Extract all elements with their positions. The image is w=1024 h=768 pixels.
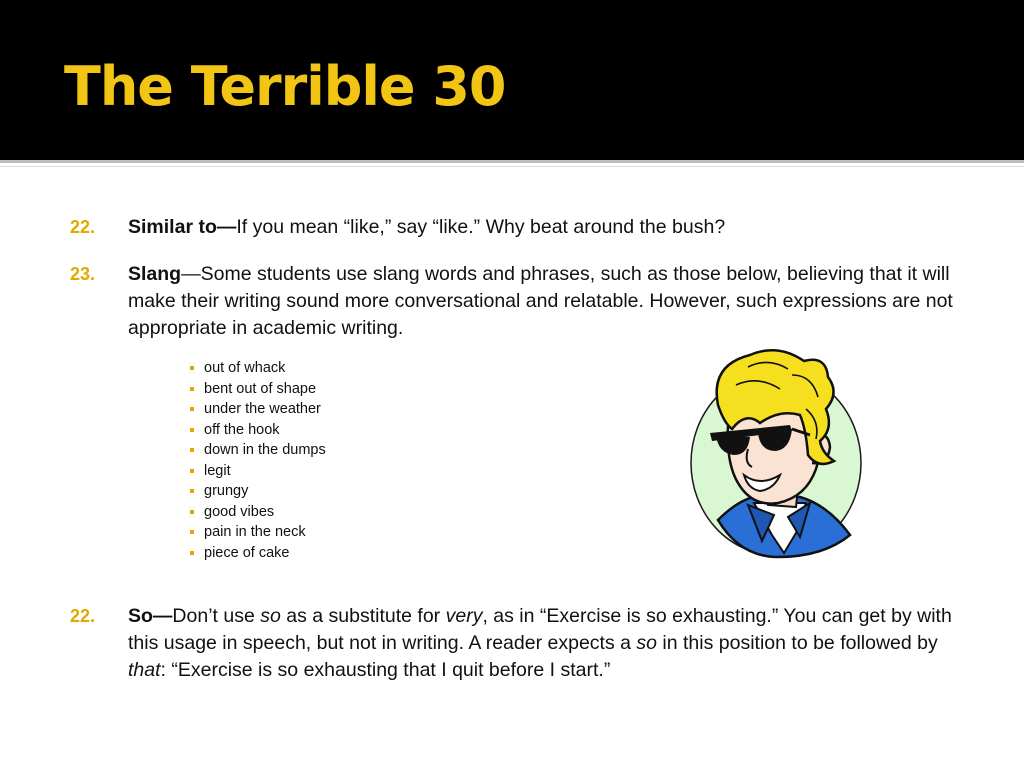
item-description: If you mean “like,” say “like.” Why beat around the bush? (236, 216, 726, 238)
slang-example: good vibes (190, 502, 326, 523)
slang-example: bent out of shape (190, 379, 326, 400)
slang-examples-list (190, 358, 326, 563)
item-text: So—Don’t use so as a substitute for very, as in “Exercise is so exhausting.” You can get by with this usage in speech, but not in writing. A reader expects a so in this position to be followed by that: “Exercise is so exhausting that I quit before I start.” (128, 605, 952, 681)
slang-example: pain in the neck (190, 522, 326, 543)
slang-example: piece of cake (190, 543, 326, 564)
title-bar (0, 0, 1024, 160)
cool-guy-clipart (688, 345, 868, 560)
item-term: Similar to— (128, 216, 237, 238)
item-number: 22. (70, 217, 96, 237)
header-divider (0, 160, 1024, 163)
slang-example: legit (190, 461, 326, 482)
header-divider-thin (0, 166, 1024, 167)
item-description: —Some students use slang words and phrases, such as those below, believing that it will make their writing sound more conversational and relatable. However, such expressions are not appropriate in academic writing. (128, 263, 953, 339)
square-bullet-icon (190, 530, 194, 534)
list-item-so (70, 603, 960, 684)
slang-example: under the weather (190, 399, 326, 420)
square-bullet-icon (190, 551, 194, 555)
item-number: 22. (70, 606, 96, 626)
square-bullet-icon (190, 407, 194, 411)
item-number: 23. (70, 264, 96, 284)
square-bullet-icon (190, 489, 194, 493)
item-text (128, 261, 960, 342)
square-bullet-icon (190, 428, 194, 432)
square-bullet-icon (190, 448, 194, 452)
list-item-slang (70, 261, 960, 342)
square-bullet-icon (190, 387, 194, 391)
list-item-similar-to (70, 214, 960, 241)
item-term: So— (128, 605, 173, 627)
square-bullet-icon (190, 510, 194, 514)
item-term: Slang (128, 263, 182, 285)
slang-example: off the hook (190, 420, 326, 441)
slang-example: down in the dumps (190, 440, 326, 461)
square-bullet-icon (190, 469, 194, 473)
slide-title: The Terrible 30 (64, 55, 506, 118)
slang-example: out of whack (190, 358, 326, 379)
square-bullet-icon (190, 366, 194, 370)
slang-example: grungy (190, 481, 326, 502)
item-text (128, 214, 960, 241)
